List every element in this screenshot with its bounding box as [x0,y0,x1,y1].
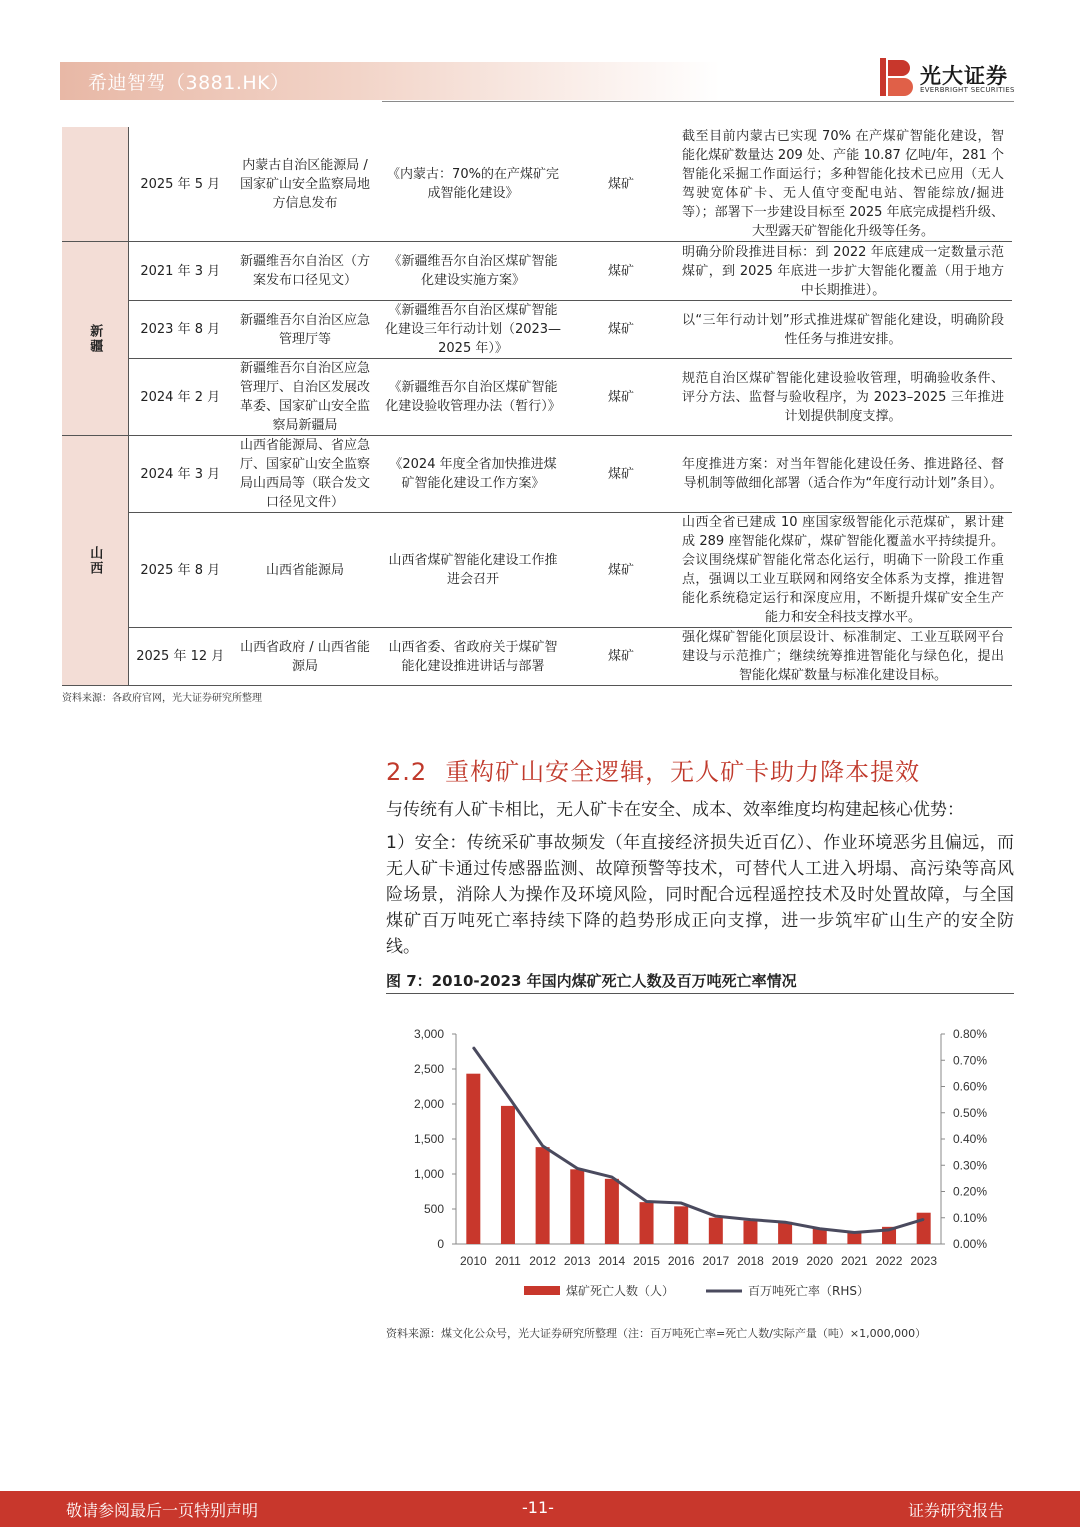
table-row [62,436,1012,513]
page-number: -11- [522,1498,554,1517]
rate-point-2013 [576,1168,578,1170]
left-tick-label: 2,000 [413,1097,444,1111]
bar-2011 [501,1106,515,1244]
rate-point-2012 [542,1145,544,1147]
x-tick-label: 2021 [841,1254,868,1268]
content-cell: 强化煤矿智能化顶层设计、标准制定、工业互联网平台建设与示范推广；继续统筹推进智能化与绿色化，提出智能化煤矿数量与标准化建设目标。 [674,628,1012,686]
region-cell [62,127,128,242]
logo-name: 光大证券 [920,64,1008,88]
table-row [62,301,1012,359]
x-tick-label: 2019 [771,1254,799,1268]
left-tick-label: 2,500 [413,1062,444,1076]
intro-paragraph: 与传统有人矿卡相比，无人矿卡在安全、成本、效率维度均构建起核心优势： [386,800,964,820]
bar-2018 [743,1221,757,1244]
issuer-cell: 新疆维吾尔自治区应急管理厅等 [232,301,378,359]
field-cell: 煤矿 [568,436,674,513]
table-row [62,513,1012,628]
field-cell: 煤矿 [568,628,674,686]
bar-2023 [917,1213,931,1244]
bar-2013 [570,1169,584,1244]
right-tick-label: 0.70% [953,1053,988,1068]
right-tick-label: 0.50% [953,1105,988,1120]
bar-2014 [605,1179,619,1244]
rate-point-2016 [680,1202,682,1204]
right-tick-label: 0.00% [953,1237,988,1251]
field-cell: 煤矿 [568,359,674,436]
x-tick-label: 2012 [529,1254,556,1268]
x-tick-label: 2011 [495,1254,521,1268]
figure-source: 资料来源：煤文化公众号，光大证券研究所整理（注：百万吨死亡率=死亡人数/实际产量（吨）×1,000,000） [386,1327,927,1340]
left-tick-label: 500 [423,1202,444,1216]
content-cell: 山西全省已建成 10 座国家级智能化示范煤矿，累计建成 289 座智能化煤矿，煤矿智能化覆盖水平持续提升。会议围绕煤矿智能化常态化运行，明确下一阶段工作重点，强调以工业互联网和网络安全体系为支撑，推进智能化系统稳定运行和深度应用，不断提升煤矿安全生产能力和安全科技支撑水平。 [674,513,1012,628]
region-cell-shanxi: 山西 [62,436,128,686]
rate-point-2022 [888,1229,890,1231]
table-source: 资料来源：各政府官网，光大证券研究所整理 [62,693,262,704]
right-tick-label: 0.20% [953,1184,988,1199]
x-tick-label: 2016 [667,1254,695,1268]
legend-bar-label: 煤矿死亡人数（人） [566,1284,675,1298]
rate-point-2021 [854,1232,856,1234]
section-heading [386,752,920,787]
table-row [62,127,1012,242]
section-title: 重构矿山安全逻辑，无人矿卡助力降本提效 [445,758,921,786]
rate-point-2023 [923,1219,925,1221]
everbright-logo-icon [878,56,918,98]
rate-point-2015 [646,1201,648,1203]
logo-subtitle: EVERBRIGHT SECURITIES [920,86,1015,94]
left-tick-label: 3,000 [413,1027,444,1041]
issuer-cell: 内蒙古自治区能源局 / 国家矿山安全监察局地方信息发布 [232,127,378,242]
rate-point-2017 [715,1215,717,1217]
content-cell: 规范自治区煤矿智能化建设验收管理，明确验收条件、评分方法、监督与验收程序，为 2023–2025 三年推进计划提供制度支撑。 [674,359,1012,436]
bar-2017 [709,1218,723,1244]
issuer-cell: 山西省能源局 [232,513,378,628]
document-cell: 《新疆维吾尔自治区煤矿智能化建设验收管理办法（暂行）》 [378,359,568,436]
policy-table [62,127,1012,686]
figure-divider [386,993,1014,994]
right-tick-label: 0.60% [953,1079,988,1094]
content-cell: 明确分阶段推进目标：到 2022 年底建成一定数量示范煤矿，到 2025 年底进一步扩大智能化覆盖（用于地方中长期推进）。 [674,242,1012,301]
right-tick-label: 0.10% [953,1210,988,1225]
rate-point-2018 [750,1219,752,1221]
table-row [62,242,1012,301]
issuer-cell: 山西省政府 / 山西省能源局 [232,628,378,686]
x-tick-label: 2014 [598,1254,626,1268]
header-divider [382,101,1014,102]
bar-2019 [778,1222,792,1244]
right-tick-label: 0.80% [953,1027,988,1041]
x-tick-label: 2013 [563,1254,591,1268]
date-cell: 2025 年 5 月 [128,127,232,242]
left-tick-label: 1,500 [413,1132,444,1146]
figure-title: 图 7：2010-2023 年国内煤矿死亡人数及百万吨死亡率情况 [386,972,797,990]
right-tick-label: 0.30% [953,1158,988,1173]
left-tick-label: 1,000 [413,1167,444,1181]
date-cell: 2025 年 8 月 [128,513,232,628]
x-tick-label: 2022 [875,1254,903,1268]
field-cell: 煤矿 [568,127,674,242]
footer-disclaimer: 敬请参阅最后一页特别声明 [66,1501,259,1520]
content-cell: 以“三年行动计划”形式推进煤矿智能化建设，明确阶段性任务与推进安排。 [674,301,1012,359]
x-tick-label: 2017 [702,1254,730,1268]
table-row [62,628,1012,686]
rate-point-2011 [507,1095,509,1097]
bar-2016 [674,1206,688,1244]
date-cell: 2023 年 8 月 [128,301,232,359]
bar-2015 [640,1202,654,1244]
bar-2010 [466,1074,480,1244]
issuer-cell: 新疆维吾尔自治区（方案发布口径见文） [232,242,378,301]
footer-report-type: 证券研究报告 [908,1501,1005,1520]
date-cell: 2024 年 3 月 [128,436,232,513]
document-cell: 《2024 年度全省加快推进煤矿智能化建设工作方案》 [378,436,568,513]
content-cell: 截至目前内蒙古已实现 70% 在产煤矿智能化建设，智能化煤矿数量达 209 处、产能 10.87 亿吨/年，281 个智能化采掘工作面运行；多种智能化技术已应用（无人驾驶宽体矿卡、无人值守变配电站、智能综放/掘进等）；部署下一步建设目标至 2025 年底完成提档升级、大型露天矿智能化升级等任务。 [674,127,1012,242]
document-cell: 《内蒙古：70%的在产煤矿完成智能化建设》 [378,127,568,242]
rate-point-2010 [473,1047,475,1049]
left-tick-label: 0 [437,1237,444,1251]
x-tick-label: 2020 [806,1254,834,1268]
x-tick-label: 2018 [737,1254,764,1268]
fatality-chart [386,1010,1014,1310]
table-row [62,359,1012,436]
document-cell: 山西省煤矿智能化建设工作推进会召开 [378,513,568,628]
issuer-cell: 新疆维吾尔自治区应急管理厅、自治区发展改革委、国家矿山安全监察局新疆局 [232,359,378,436]
footer-bar [0,1491,1080,1527]
field-cell: 煤矿 [568,242,674,301]
document-cell: 《新疆维吾尔自治区煤矿智能化建设实施方案》 [378,242,568,301]
field-cell: 煤矿 [568,513,674,628]
x-tick-label: 2010 [459,1254,487,1268]
x-tick-label: 2015 [633,1254,660,1268]
date-cell: 2025 年 12 月 [128,628,232,686]
field-cell: 煤矿 [568,301,674,359]
report-title: 希迪智驾（3881.HK） [88,72,290,94]
region-cell-xinjiang: 新疆 [62,242,128,436]
x-tick-label: 2023 [910,1254,938,1268]
legend-line-label: 百万吨死亡率（RHS） [748,1284,869,1298]
date-cell: 2021 年 3 月 [128,242,232,301]
document-cell: 山西省委、省政府关于煤矿智能化建设推进讲话与部署 [378,628,568,686]
bar-2012 [536,1147,550,1244]
section-number: 2.2 [386,758,428,786]
legend-bar-swatch [524,1286,560,1295]
issuer-cell: 山西省能源局、省应急厅、国家矿山安全监察局山西局等（联合发文口径见文件） [232,436,378,513]
rate-point-2019 [784,1221,786,1223]
rate-point-2020 [819,1228,821,1230]
right-tick-label: 0.40% [953,1132,988,1146]
content-cell: 年度推进方案：对当年智能化建设任务、推进路径、督导机制等做细化部署（适合作为“年度行动计划”条目）。 [674,436,1012,513]
safety-paragraph: 1）安全：传统采矿事故频发（年直接经济损失近百亿）、作业环境恶劣且偏远，而无人矿卡通过传感器监测、故障预警等技术，可替代人工进入坍塌、高污染等高风险场景，消除人为操作及环境风险，同时配合远程遥控技术及时处置故障，与全国煤矿百万吨死亡率持续下降的趋势形成正向支撑，进一步筑牢矿山生产的安全防线。 [386,833,1014,957]
rate-point-2014 [611,1176,613,1178]
document-cell: 《新疆维吾尔自治区煤矿智能化建设三年行动计划（2023—2025 年）》 [378,301,568,359]
date-cell: 2024 年 2 月 [128,359,232,436]
